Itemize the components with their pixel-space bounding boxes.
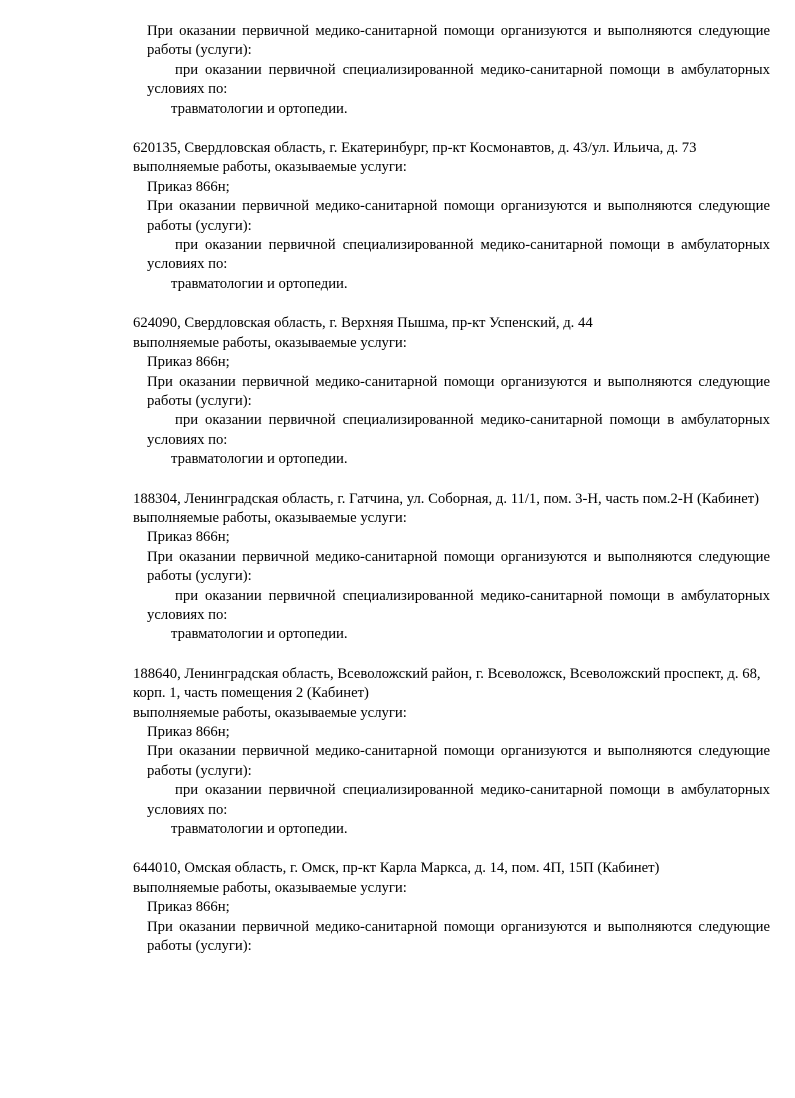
entry-order: Приказ 866н;: [147, 529, 230, 546]
entry-works-services-label: выполняемые работы, оказываемые услуги:: [133, 879, 407, 896]
entry-specialized: при оказании первичной специализированной медико-санитарной помощи в амбулаторных условиях по:: [147, 587, 770, 623]
entry-services-intro: При оказании первичной медико-санитарной помощи организуются и выполняются следующие работы (услуги):: [147, 743, 770, 779]
entry-order: Приказ 866н;: [147, 178, 230, 195]
entry-profile: травматологии и ортопедии.: [171, 626, 348, 643]
entry-works-services-label: выполняемые работы, оказываемые услуги:: [133, 334, 407, 351]
entry-profile: травматологии и ортопедии.: [171, 275, 348, 292]
entry-specialized: при оказании первичной специализированной медико-санитарной помощи в амбулаторных условиях по:: [147, 412, 770, 448]
entry-profile: травматологии и ортопедии.: [171, 451, 348, 468]
entry-specialized: при оказании первичной специализированной медико-санитарной помощи в амбулаторных условиях по:: [147, 782, 770, 818]
entry-address: 620135, Свердловская область, г. Екатеринбург, пр-кт Космонавтов, д. 43/ул. Ильича, д. 73: [133, 140, 697, 157]
entry-services-intro: При оказании первичной медико-санитарной помощи организуются и выполняются следующие работы (услуги):: [147, 198, 770, 234]
address-entry: [133, 490, 770, 645]
entry-works-services-label: выполняемые работы, оказываемые услуги:: [133, 704, 407, 721]
entry-order: Приказ 866н;: [147, 724, 230, 740]
document-body: [133, 22, 770, 956]
entry-specialized: при оказании первичной специализированной медико-санитарной помощи в амбулаторных условиях по:: [147, 237, 770, 273]
address-entry: [133, 314, 770, 469]
entry-services-intro: При оказании первичной медико-санитарной помощи организуются и выполняются следующие работы (услуги):: [147, 918, 770, 955]
intro-specialized: при оказании первичной специализированной медико-санитарной помощи в амбулаторных условиях по:: [147, 61, 770, 98]
entry-order: Приказ 866н;: [147, 899, 230, 916]
address-entry: [133, 665, 770, 840]
entry-profile: травматологии и ортопедии.: [171, 821, 348, 838]
intro-block: [133, 22, 770, 119]
entry-order: Приказ 866н;: [147, 354, 230, 371]
entry-services-intro: При оказании первичной медико-санитарной помощи организуются и выполняются следующие работы (услуги):: [147, 373, 770, 409]
entry-address: 624090, Свердловская область, г. Верхняя Пышма, пр-кт Успенский, д. 44: [133, 315, 593, 332]
address-entry: [133, 859, 770, 956]
entry-address: 188304, Ленинградская область, г. Гатчина, ул. Соборная, д. 11/1, пом. 3-Н, часть пом.2-Н (Кабинет): [133, 490, 760, 507]
intro-services-intro: При оказании первичной медико-санитарной помощи организуются и выполняются следующие работы (услуги):: [147, 23, 770, 59]
entry-services-intro: При оказании первичной медико-санитарной помощи организуются и выполняются следующие работы (услуги):: [147, 548, 770, 585]
entry-address: 188640, Ленинградская область, Всеволожский район, г. Всеволожск, Всеволожский проспект, д. 68, корп. 1, часть помещения 2 (Кабинет): [133, 665, 761, 702]
entry-works-services-label: выполняемые работы, оказываемые услуги:: [133, 159, 407, 176]
intro-profile: травматологии и ортопедии.: [171, 100, 348, 117]
entry-works-services-label: выполняемые работы, оказываемые услуги:: [133, 509, 407, 526]
entry-address: 644010, Омская область, г. Омск, пр-кт Карла Маркса, д. 14, пом. 4П, 15П (Кабинет): [133, 860, 660, 877]
address-entry: [133, 139, 770, 294]
